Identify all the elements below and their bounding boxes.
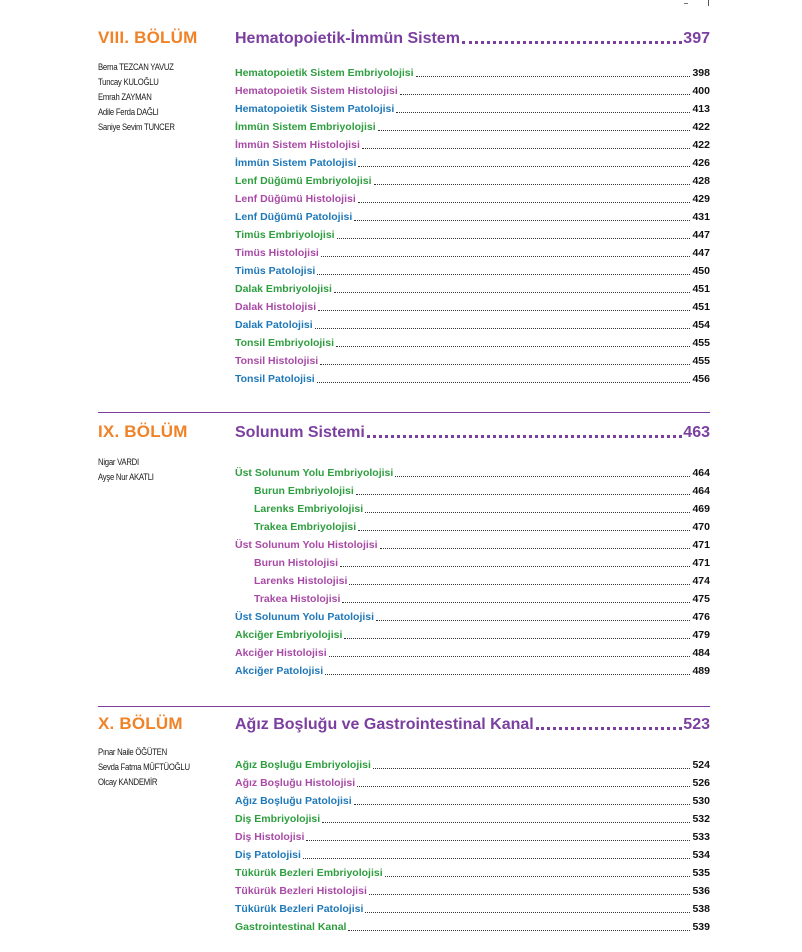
entry-title: Lenf Düğümü Patolojisi	[235, 211, 353, 223]
entry-list	[235, 62, 710, 386]
entry-page-number: 454	[692, 319, 710, 331]
entry-page-number: 530	[692, 795, 710, 807]
toc-entry[interactable]	[235, 152, 710, 170]
toc-entry[interactable]	[235, 188, 710, 206]
entry-leader-dots	[362, 148, 691, 149]
entry-leader-dots	[325, 674, 690, 675]
entry-title: Akciğer Patolojisi	[235, 665, 324, 677]
entry-leader-dots	[358, 166, 690, 167]
entry-list	[235, 462, 710, 678]
toc-entry[interactable]	[235, 134, 710, 152]
entry-leader-dots	[378, 130, 691, 131]
entry-leader-dots	[416, 76, 691, 77]
entry-title: Tonsil Embriyolojisi	[235, 337, 334, 349]
entry-title: Akciğer Histolojisi	[235, 647, 327, 659]
entry-leader-dots	[337, 238, 691, 239]
toc-entry[interactable]	[235, 368, 710, 386]
entry-leader-dots	[369, 894, 691, 895]
entry-page-number: 532	[692, 813, 710, 825]
toc-entry[interactable]	[235, 570, 710, 588]
entry-title: Tükürük Bezleri Patolojisi	[235, 903, 364, 915]
entry-page-number: 422	[692, 139, 710, 151]
entry-page-number: 470	[692, 521, 710, 533]
section-divider	[98, 412, 710, 413]
toc-entry[interactable]	[235, 116, 710, 134]
entry-title: Üst Solunum Yolu Embriyolojisi	[235, 467, 394, 479]
entry-title: Dalak Embriyolojisi	[235, 283, 332, 295]
entry-title: Tonsil Patolojisi	[235, 373, 315, 385]
toc-entry[interactable]	[235, 826, 710, 844]
author-name: Berna TEZCAN YAVUZ	[98, 62, 174, 72]
toc-entry[interactable]	[235, 260, 710, 278]
entry-page-number: 534	[692, 849, 710, 861]
toc-entry[interactable]	[235, 242, 710, 260]
chapter-title: Solunum Sistemi	[235, 424, 365, 441]
toc-entry[interactable]	[235, 98, 710, 116]
author-name: Sevda Fatma MÜFTÜOĞLU	[98, 762, 190, 772]
entry-title: Tükürük Bezleri Histolojisi	[235, 885, 367, 897]
author-name: Pınar Naile ÖĞÜTEN	[98, 747, 167, 757]
entry-leader-dots	[374, 184, 691, 185]
author-name: Nigar VARDI	[98, 457, 139, 467]
entry-page-number: 447	[692, 229, 710, 241]
entry-leader-dots	[358, 530, 690, 531]
entry-leader-dots	[320, 364, 690, 365]
entry-leader-dots	[322, 822, 690, 823]
entry-title: Timüs Patolojisi	[235, 265, 316, 277]
entry-title: Timüs Histolojisi	[235, 247, 319, 259]
entry-page-number: 451	[692, 283, 710, 295]
chapter-heading[interactable]	[235, 712, 710, 734]
toc-entry[interactable]	[235, 480, 710, 498]
author-list	[98, 60, 187, 135]
toc-entry[interactable]	[235, 170, 710, 188]
entry-title: İmmün Sistem Patolojisi	[235, 157, 357, 169]
entry-page-number: 455	[692, 355, 710, 367]
entry-title: Gastrointestinal Kanal	[235, 921, 347, 933]
toc-section	[0, 28, 802, 385]
entry-page-number: 526	[692, 777, 710, 789]
entry-page-number: 451	[692, 301, 710, 313]
entry-title: Ağız Boşluğu Patolojisi	[235, 795, 352, 807]
entry-leader-dots	[385, 876, 691, 877]
entry-title: Diş Embriyolojisi	[235, 813, 321, 825]
entry-leader-dots	[396, 112, 690, 113]
author-list	[98, 745, 205, 790]
entry-page-number: 479	[692, 629, 710, 641]
entry-leader-dots	[329, 656, 691, 657]
entry-leader-dots	[317, 274, 690, 275]
toc-entry[interactable]	[235, 552, 710, 570]
author-list	[98, 455, 163, 485]
toc-entry[interactable]	[235, 624, 710, 642]
entry-leader-dots	[356, 494, 691, 495]
toc-entry[interactable]	[235, 516, 710, 534]
toc-entry[interactable]	[235, 898, 710, 916]
entry-leader-dots	[354, 220, 690, 221]
entry-page-number: 476	[692, 611, 710, 623]
entry-page-number: 464	[692, 467, 710, 479]
entry-page-number: 535	[692, 867, 710, 879]
entry-title: Trakea Histolojisi	[254, 593, 341, 605]
author-name: Olcay KANDEMİR	[98, 777, 158, 787]
entry-leader-dots	[334, 292, 691, 293]
entry-page-number: 489	[692, 665, 710, 677]
entry-title: Hematopoietik Sistem Patolojisi	[235, 103, 395, 115]
entry-leader-dots	[357, 786, 690, 787]
entry-page-number: 429	[692, 193, 710, 205]
entry-title: İmmün Sistem Histolojisi	[235, 139, 360, 151]
toc-entry[interactable]	[235, 80, 710, 98]
entry-title: Larenks Embriyolojisi	[254, 503, 364, 515]
entry-leader-dots	[317, 382, 691, 383]
chapter-heading[interactable]	[235, 26, 710, 48]
toc-entry[interactable]	[235, 296, 710, 314]
entry-title: Lenf Düğümü Embriyolojisi	[235, 175, 372, 187]
author-name: Ayşe Nur AKATLI	[98, 472, 154, 482]
entry-title: Larenks Histolojisi	[254, 575, 348, 587]
entry-page-number: 524	[692, 759, 710, 771]
entry-leader-dots	[318, 310, 690, 311]
entry-leader-dots	[400, 94, 691, 95]
toc-entry[interactable]	[235, 660, 710, 678]
entry-title: Ağız Boşluğu Histolojisi	[235, 777, 356, 789]
entry-page-number: 450	[692, 265, 710, 277]
entry-title: Üst Solunum Yolu Histolojisi	[235, 539, 378, 551]
entry-page-number: 398	[692, 67, 710, 79]
entry-page-number: 455	[692, 337, 710, 349]
toc-entry[interactable]	[235, 462, 710, 480]
entry-leader-dots	[349, 584, 690, 585]
entry-page-number: 464	[692, 485, 710, 497]
toc-section	[0, 714, 802, 933]
entry-leader-dots	[373, 768, 691, 769]
entry-leader-dots	[306, 840, 690, 841]
toc-entry[interactable]	[235, 62, 710, 80]
entry-page-number: 447	[692, 247, 710, 259]
section-label: IX. BÖLÜM	[98, 422, 188, 441]
chapter-page-number: 463	[683, 424, 710, 441]
entry-leader-dots	[303, 858, 691, 859]
entry-list	[235, 754, 710, 934]
toc-entry[interactable]	[235, 224, 710, 242]
toc-entry[interactable]	[235, 772, 710, 790]
entry-title: Tükürük Bezleri Embriyolojisi	[235, 867, 383, 879]
toc-entry[interactable]	[235, 916, 710, 934]
page-edge-mark-small	[684, 0, 688, 4]
entry-page-number: 471	[692, 539, 710, 551]
entry-page-number: 538	[692, 903, 710, 915]
entry-page-number: 536	[692, 885, 710, 897]
toc-entry[interactable]	[235, 534, 710, 552]
entry-leader-dots	[336, 346, 690, 347]
entry-title: Trakea Embriyolojisi	[254, 521, 357, 533]
toc-entry[interactable]	[235, 206, 710, 224]
entry-leader-dots	[340, 566, 690, 567]
entry-page-number: 533	[692, 831, 710, 843]
entry-title: Dalak Histolojisi	[235, 301, 317, 313]
page-edge-mark	[708, 0, 709, 6]
entry-title: Akciğer Embriyolojisi	[235, 629, 343, 641]
chapter-leader-dots	[462, 41, 682, 44]
entry-leader-dots	[342, 602, 690, 603]
toc-entry[interactable]	[235, 314, 710, 332]
entry-page-number: 426	[692, 157, 710, 169]
toc-entry[interactable]	[235, 844, 710, 862]
entry-title: Dalak Patolojisi	[235, 319, 313, 331]
chapter-title: Hematopoietik-İmmün Sistem	[235, 30, 460, 47]
entry-leader-dots	[315, 328, 691, 329]
entry-title: Ağız Boşluğu Embriyolojisi	[235, 759, 371, 771]
toc-entry[interactable]	[235, 808, 710, 826]
entry-title: Hematopoietik Sistem Histolojisi	[235, 85, 398, 97]
chapter-page-number: 397	[683, 30, 710, 47]
entry-title: İmmün Sistem Embriyolojisi	[235, 121, 376, 133]
author-name: Saniye Sevim TUNCER	[98, 122, 175, 132]
entry-title: Hematopoietik Sistem Embriyolojisi	[235, 67, 414, 79]
entry-title: Diş Patolojisi	[235, 849, 301, 861]
section-label: X. BÖLÜM	[98, 714, 183, 733]
author-name: Tuncay KULOĞLU	[98, 77, 159, 87]
chapter-page-number: 523	[683, 716, 710, 733]
chapter-title: Ağız Boşluğu ve Gastrointestinal Kanal	[235, 716, 534, 733]
entry-leader-dots	[376, 620, 690, 621]
entry-page-number: 431	[692, 211, 710, 223]
entry-page-number: 471	[692, 557, 710, 569]
entry-page-number: 539	[692, 921, 710, 933]
entry-leader-dots	[358, 202, 691, 203]
entry-page-number: 469	[692, 503, 710, 515]
toc-entry[interactable]	[235, 278, 710, 296]
section-label: VIII. BÖLÜM	[98, 28, 198, 47]
entry-title: Burun Embriyolojisi	[254, 485, 354, 497]
author-name: Adile Ferda DAĞLI	[98, 107, 159, 117]
toc-entry[interactable]	[235, 790, 710, 808]
entry-leader-dots	[348, 930, 690, 931]
entry-page-number: 474	[692, 575, 710, 587]
entry-leader-dots	[365, 512, 690, 513]
entry-page-number: 413	[692, 103, 710, 115]
toc-entry[interactable]	[235, 754, 710, 772]
entry-leader-dots	[395, 476, 690, 477]
toc-section	[0, 422, 802, 677]
entry-page-number: 400	[692, 85, 710, 97]
entry-leader-dots	[365, 912, 690, 913]
entry-page-number: 475	[692, 593, 710, 605]
entry-title: Burun Histolojisi	[254, 557, 338, 569]
entry-leader-dots	[354, 804, 691, 805]
toc-entry[interactable]	[235, 498, 710, 516]
entry-title: Üst Solunum Yolu Patolojisi	[235, 611, 375, 623]
entry-page-number: 428	[692, 175, 710, 187]
toc-entry[interactable]	[235, 588, 710, 606]
chapter-leader-dots	[367, 435, 683, 438]
entry-title: Timüs Embriyolojisi	[235, 229, 335, 241]
section-divider	[98, 706, 710, 707]
entry-leader-dots	[321, 256, 691, 257]
chapter-leader-dots	[536, 727, 683, 730]
entry-page-number: 484	[692, 647, 710, 659]
chapter-heading[interactable]	[235, 420, 710, 442]
entry-leader-dots	[344, 638, 690, 639]
toc-entry[interactable]	[235, 350, 710, 368]
entry-title: Tonsil Histolojisi	[235, 355, 319, 367]
entry-page-number: 422	[692, 121, 710, 133]
author-name: Emrah ZAYMAN	[98, 92, 152, 102]
toc-entry[interactable]	[235, 332, 710, 350]
entry-title: Lenf Düğümü Histolojisi	[235, 193, 356, 205]
entry-title: Diş Histolojisi	[235, 831, 305, 843]
toc-entry[interactable]	[235, 862, 710, 880]
entry-page-number: 456	[692, 373, 710, 385]
toc-entry[interactable]	[235, 880, 710, 898]
entry-leader-dots	[380, 548, 691, 549]
toc-entry[interactable]	[235, 606, 710, 624]
toc-entry[interactable]	[235, 642, 710, 660]
